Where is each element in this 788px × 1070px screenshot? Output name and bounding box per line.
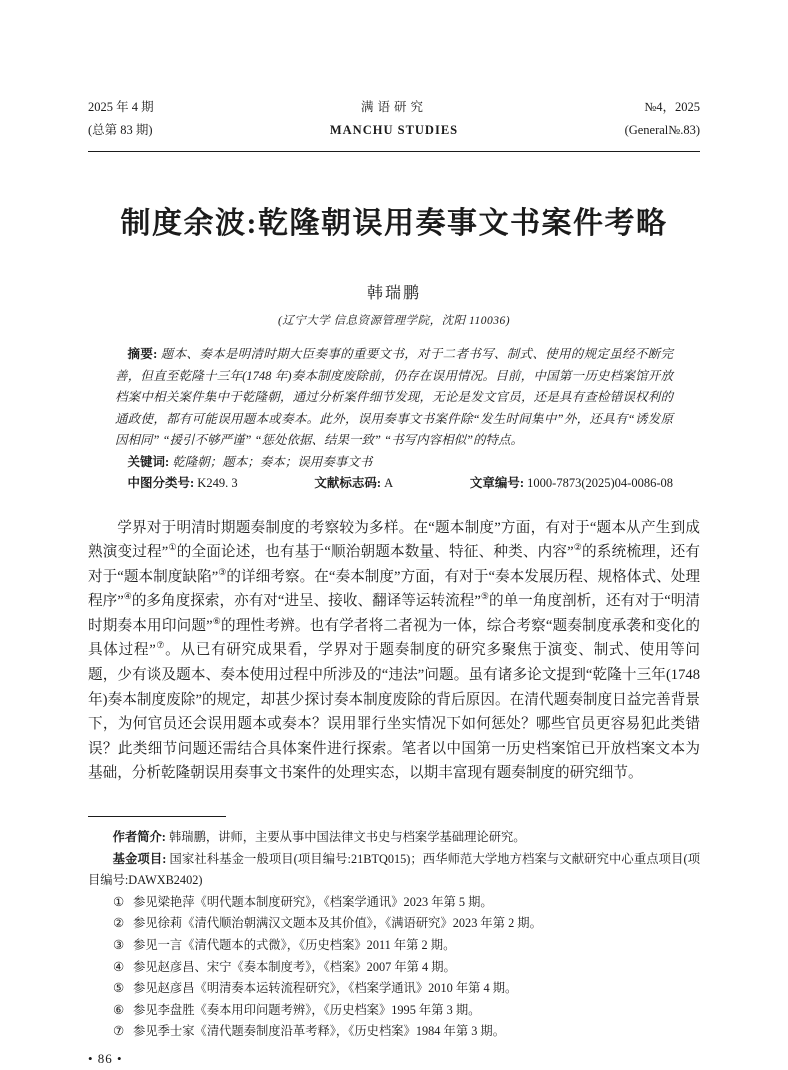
footnote-text: 参见季士家《清代题奏制度沿革考释》，《历史档案》1984 年第 3 期。: [133, 1024, 506, 1039]
funding-text: 国家社科基金一般项目(项目编号:21BTQ015)；西华师范大学地方档案与文献研究中心重点项目(项目编号:DAWXB2402): [88, 851, 700, 888]
footnote-marker: ③: [113, 938, 125, 952]
author-bio-label: 作者简介:: [112, 830, 166, 845]
keywords: [115, 452, 673, 474]
footnote-item: [88, 1021, 700, 1043]
footnote-text: 参见一言《清代题本的式微》，《历史档案》2011 年第 2 期。: [133, 938, 456, 952]
keywords-label: 关键词:: [127, 454, 170, 469]
issue-total-en: (General№.83): [624, 123, 700, 137]
article-title: 制度余波:乾隆朝误用奏事文书案件考略: [120, 207, 668, 240]
issue-number-en: №4，2025: [644, 100, 700, 114]
footnote-marker: ⑤: [113, 981, 125, 996]
journal-name-cn: 满语研究: [360, 100, 427, 114]
footnote-list: [88, 892, 700, 1043]
funding-label: 基金项目:: [112, 851, 167, 866]
footnote-item: [88, 957, 700, 979]
footnotes-section: [88, 816, 700, 1070]
footnote-text: 参见梁艳萍《明代题本制度研究》，《档案学通讯》2023 年第 5 期。: [133, 894, 493, 909]
footnote-item: [88, 978, 700, 1000]
body-paragraph: 学界对于明清时期题奏制度的考察较为多样。在“题本制度”方面，有对于“题本从产生到成熟演变过程”①的全面论述，也有基于“顺治朝题本数量、特征、种类、内容”②的系统梳理，还有对于“题本制度缺陷”③的详细考察。在“奏本制度”方面，有对于“奏本发展历程、规格体式、处理程序”④的多角度探索，亦有对“进呈、接收、翻译等运转流程”⑤的单一角度剖析，还有对于“明清时期奏本用印问题”⑥的理性考辨。也有学者将二者视为一体，综合考察“题奏制度承袭和变化的具体过程”⑦。从已有研究成果看，学界对于题奏制度的研究多聚焦于演变、制式、使用等问题，少有谈及题本、奏本使用过程中所涉及的“违法”问题。虽有诸多论文提到“乾隆十三年(1748 年)奏本制度废除”的规定，却甚少探讨奏本制度废除的背后原因。在清代题奏制度日益完善背景下，为何官员还会误用题本或奏本？误用罪行坐实情况下如何惩处？哪些官员更容易犯此类错误？此类细节问题还需结合具体案件进行探索。笔者以中国第一历史档案馆已开放档案文本为基础，分析乾隆朝误用奏事文书案件的处理实态，以期丰富现有题奏制度的研究细节。: [88, 519, 701, 782]
footnote-item: [88, 1000, 700, 1022]
footnote-text: 参见李盘胜《奏本用印问题考辨》，《历史档案》1995 年第 3 期。: [133, 1002, 481, 1017]
abstract-text: 题本、奏本是明清时期大臣奏事的重要文书，对于二者书写、制式、使用的规定虽经不断完善，但直至乾隆十三年(1748 年)奏本制度废除前，仍存在误用情况。目前，中国第一历史档案馆开放档案中相关案件集中于乾隆朝，通过分析案件细节发现，无论是发文官员，还是具有查检错误权利的通政使，都有可能误用题本或奏本。此外，误用奏事文书案件除“发生时间集中”外，还具有“诱发原因相同” “援引不够严谨” “惩处依据、结果一致” “书写内容相似”的特点。: [115, 347, 673, 447]
header-divider: [88, 151, 700, 152]
document-code-label: 文献标志码:: [314, 476, 381, 490]
clc-label: 中图分类号:: [127, 476, 195, 490]
header-issue-block: [88, 96, 330, 142]
author-affiliation: (辽宁大学 信息资源管理学院，沈阳 110036): [277, 315, 511, 327]
footnote-marker: ⑦: [113, 1024, 125, 1039]
footnote-marker: ①: [113, 894, 125, 909]
keywords-text: 乾隆朝；题本；奏本；误用奏事文书: [172, 454, 373, 469]
footnote-item: [88, 935, 700, 957]
article-id-value: 1000-7873(2025)04-0086-08: [527, 476, 673, 490]
article-meta: [115, 344, 673, 495]
issue-number-cn: 2025 年 4 期: [88, 100, 154, 114]
document-code: [314, 473, 393, 495]
author-bio-note: [88, 827, 700, 849]
abstract-label: 摘要:: [127, 347, 158, 361]
article-id-label: 文章编号:: [469, 476, 525, 490]
journal-header: [88, 96, 700, 142]
issue-total-cn: (总第 83 期): [88, 123, 153, 137]
footnote-marker: ②: [113, 916, 125, 931]
header-issue-block-en: [458, 96, 700, 142]
footnote-marker: ⑥: [113, 1002, 125, 1017]
document-code-value: A: [384, 476, 394, 490]
author-bio-text: 韩瑞鹏，讲师，主要从事中国法律文书史与档案学基础理论研究。: [168, 830, 526, 845]
abstract: [115, 344, 673, 452]
footnote-marker: ④: [113, 959, 125, 974]
clc-number: [128, 473, 238, 495]
article-id: [470, 473, 673, 495]
header-journal-name-block: [330, 96, 458, 142]
footnote-text: 参见徐莉《清代顺治朝满汉文题本及其价值》，《满语研究》2023 年第 2 期。: [133, 916, 542, 931]
funding-note: [88, 849, 700, 892]
footnote-item: [88, 913, 700, 935]
footnote-text: 参见赵彦昌、宋宁《奏本制度考》，《档案》2007 年第 4 期。: [133, 959, 456, 974]
footnote-divider: [88, 816, 226, 817]
footnote-item: [88, 892, 700, 914]
page-number: • 86 •: [88, 1050, 123, 1066]
clc-value: K249. 3: [197, 476, 238, 490]
classification-row: [115, 473, 673, 495]
footnote-text: 参见赵彦昌《明清奏本运转流程研究》，《档案学通讯》2010 年第 4 期。: [133, 981, 518, 996]
author-name: 韩瑞鹏: [366, 285, 421, 302]
journal-name-en: MANCHU STUDIES: [329, 123, 459, 137]
